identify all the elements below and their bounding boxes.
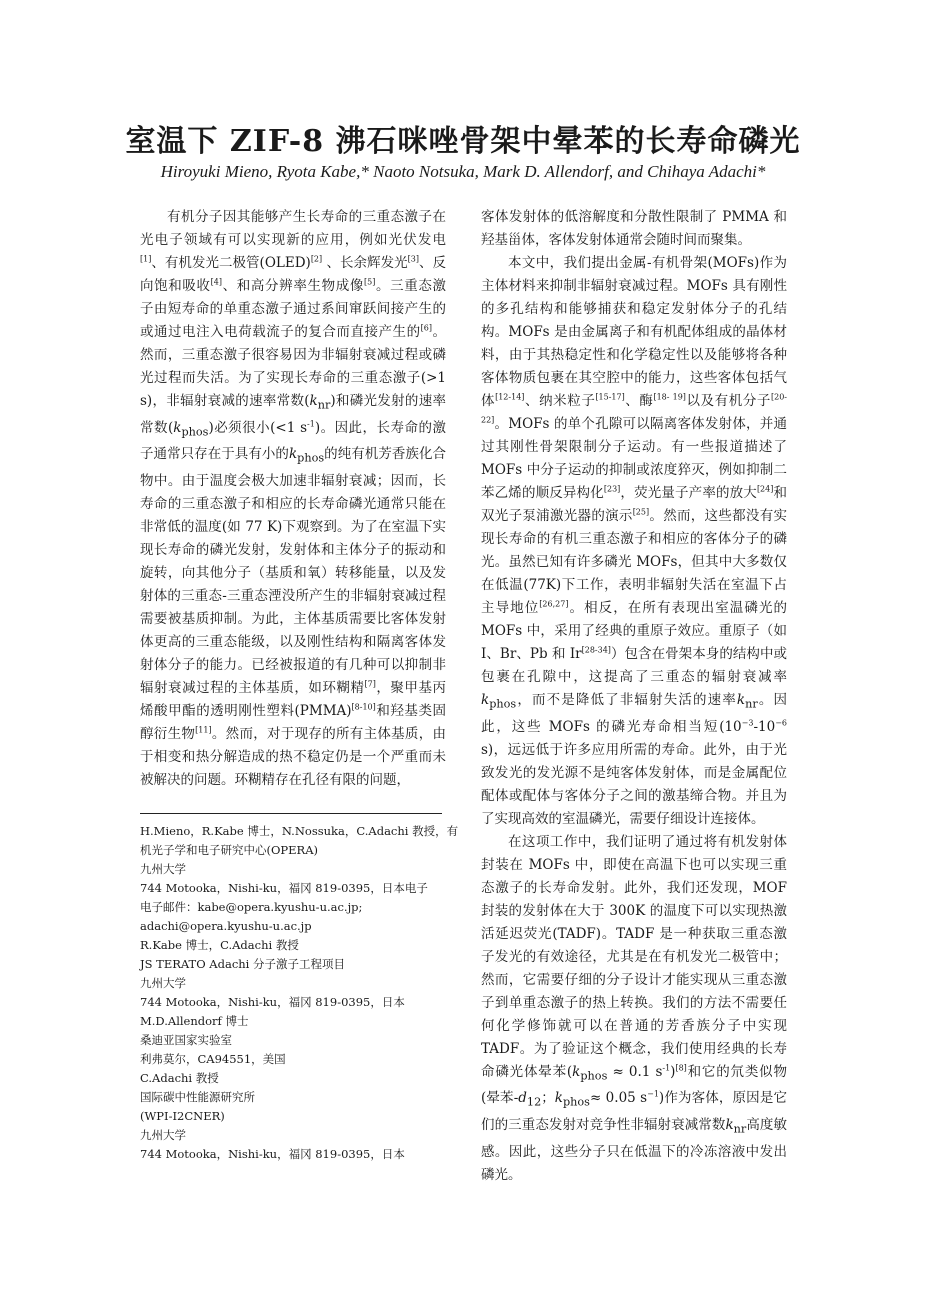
affiliation-line: R.Kabe 博士，C.Adachi 教授 [140,938,299,952]
affiliation-line: 九州大学 [140,976,186,990]
affiliation-line: adachi@opera.kyushu-u.ac.jp [140,919,312,933]
citation: [1] [140,254,152,264]
citation: [7] [364,679,376,689]
affiliation-line: JS TERATO Adachi 分子激子工程项目 [140,957,345,971]
footnote-divider [140,813,442,814]
affiliation-line: 九州大学 [140,862,186,876]
citation: [23] [603,484,621,494]
citation: [18- 19] [653,392,686,402]
affiliation-line: 电子邮件：kabe@opera.kyushu-u.ac.jp; [140,900,363,914]
affiliation-line: H.Mieno，R.Kabe 博士，N.Nossuka，C.Adachi 教授，有 [140,824,459,838]
affiliation-line: C.Adachi 教授 [140,1071,219,1085]
author-list: Hiroyuki Mieno, Ryota Kabe,* Naoto Notsuka, Mark D. Allendorf, and Chihaya Adachi* [160,162,766,181]
affiliation-line: 744 Motooka，Nishi-ku，福冈 819-0395，日本电子 [140,881,428,895]
affiliation-line: 桑迪亚国家实验室 [140,1033,232,1047]
affiliation-line: M.D.Allendorf 博士 [140,1014,249,1028]
affiliations-footnote [140,822,460,1164]
affiliation-line: 九州大学 [140,1128,186,1142]
continued-paragraph: 客体发射体的低溶解度和分散性限制了 PMMA 和羟基甾体，客体发射体通常会随时间而聚集。 [481,209,787,248]
affiliation-line: (WPI-I2CNER) [140,1109,225,1123]
mof-paragraph: 本文中，我们提出金属-有机骨架(MOFs)作为主体材料来抑制非辐射衰减过程。MOFs 具有刚性的多孔结构和能够捕获和稳定发射体分子的孔结构。MOFs 是由金属离子和有机配体组成的晶体材料，由于其热稳定性和化学稳定性以及能够将各种客体物质包裹在其空腔中的能力，这些客体包括气体[12-14]、纳米粒子[15-17]、酶[18- 19]以及有机分子[20-22]。MOFs 的单个孔隙可以隔离客体发射体，并通过其刚性骨架限制分子运动。有一些报道描述了 MOFs 中分子运动的抑制或浓度猝灭，例如抑制二苯乙烯的顺反异构化[23]，荧光量子产率的放大[24]和双光子泵浦激光器的演示[25]。然而，这些都没有实现长寿命的有机三重态激子和相应的客体分子的磷光。虽然已知有许多磷光 MOFs，但其中大多数仅在低温(77K)下工作，表明非辐射失活在室温下占主导地位[26,27]。相反，在所有表现出室温磷光的 MOFs 中，采用了经典的重原子效应。重原子（如 I、Br、Pb 和 Ir[28-34]）包含在骨架本身的结构中或包裹在孔隙中，这提高了三重态的辐射衰减率$k_{phos}$，而不是降低了非辐射失活的速率$k_{nr}$。因此，这些 MOFs 的磷光寿命相当短($10^{-3}-10^{-6}$ s)，远远低于许多应用所需的寿命。此外，由于光致发光的发光源不是纯客体发射体，而是金属配位配体或配体与客体分子之间的激基缔合物。并且为了实现高效的室温磷光，需要仔细设计连接体。 [481,255,788,827]
affiliation-line: 744 Motooka，Nishi-ku，福冈 819-0395，日本 [140,995,405,1009]
citation: [28-34] [581,645,611,655]
citation: [25] [632,507,650,517]
citation: [4] [210,277,223,287]
paper-title: 室温下 ZIF-8 沸石咪唑骨架中晕苯的长寿命磷光 [125,124,801,159]
left-column [140,206,446,792]
citation: [24] [756,484,774,494]
citation: [8] [675,1063,687,1073]
intro-paragraph: 有机分子因其能够产生长寿命的三重态激子在光电子领域有可以实现新的应用，例如光伏发电[1]、有机发光二极管(OLED)[2] 、长余辉发光[3]、反向饱和吸收[4]、和高分辨率生物成像[5]。三重态激子由短寿命的单重态激子通过系间窜跃间接产生的或通过电注入电荷载流子的复合而直接产生的[6]。然而，三重态激子很容易因为非辐射衰减过程或磷光过程而失活。为了实现长寿命的三重态激子(>1 s)，非辐射衰减的速率常数$(k_{nr})$和磷光发射的速率常数$(k_{phos})$必须很小(<1 $s^{-1}$)。因此，长寿命的激子通常只存在于具有小的$k_{phos}$的纯有机芳香族化合物中。由于温度会极大加速非辐射衰减；因而，长寿命的三重态激子和相应的长寿命磷光通常只能在非常低的温度(如 77 K)下观察到。为了在室温下实现长寿命的磷光发射，发射体和主体分子的振动和旋转，向其他分子（基质和氧）转移能量，以及发射体的三重态-三重态湮没所产生的非辐射衰减过程需要被基质抑制。为此，主体基质需要比客体发射体更高的三重态能级，以及刚性结构和隔离客体发射体分子的能力。已经被报道的有几种可以抑制非辐射衰减过程的主体基质，如环糊精[7]，聚甲基丙烯酸甲酯的透明刚性塑料(PMMA)[8-10]和羟基类固醇衍生物[11]。然而，对于现存的所有主体基质，由于相变和热分解造成的热不稳定仍是一个严重而未被解决的问题。环糊精存在孔径有限的问题， [140,209,447,789]
citation: [15-17] [595,392,625,402]
citation: [26,27] [539,599,569,609]
affiliation-line: 机光子学和电子研究中心(OPERA) [140,843,318,857]
citation: [6] [420,323,432,333]
affiliation-line: 744 Motooka，Nishi-ku，福冈 819-0395，日本 [140,1147,405,1161]
right-column [481,206,787,1187]
work-paragraph: 在这项工作中，我们证明了通过将有机发射体封装在 MOFs 中，即使在高温下也可以实现三重态激子的长寿命发射。此外，我们还发现，MOF 封装的发射体在大于 300K 的温度下可以实现热激活延迟荧光(TADF)。TADF 是一种获取三重态激子发光的有效途径，尤其是在有机发光二极管中；然而，它需要仔细的分子设计才能实现从三重态激子到单重态激子的热上转换。我们的方法不需要任何化学修饰就可以在普通的芳香族分子中实现 TADF。为了验证这个概念，我们使用经典的长寿命磷光体晕苯($k_{phos} \approx 0.1$ $s^{-1})[8]$和它的氘类似物(晕苯$-d_{12}$；$k_{phos}\approx 0.05$ $s^{-1}$)作为客体，原因是它们的三重态发射对竞争性非辐射衰减常数$k_{nr}$高度敏感。因此，这些分子只在低温下的冷冻溶液中发出磷光。 [481,833,788,1183]
citation: [2] [310,254,323,264]
citation: [3] [407,254,419,264]
affiliation-line: 利弗莫尔，CA94551，美国 [140,1052,286,1066]
citation: [12-14] [495,392,525,402]
citation: [20-22] [481,392,788,425]
citation: [8-10] [351,702,376,712]
affiliation-line: 国际碳中性能源研究所 [140,1090,255,1104]
citation: [11] [195,725,212,735]
citation: [5] [364,277,376,287]
